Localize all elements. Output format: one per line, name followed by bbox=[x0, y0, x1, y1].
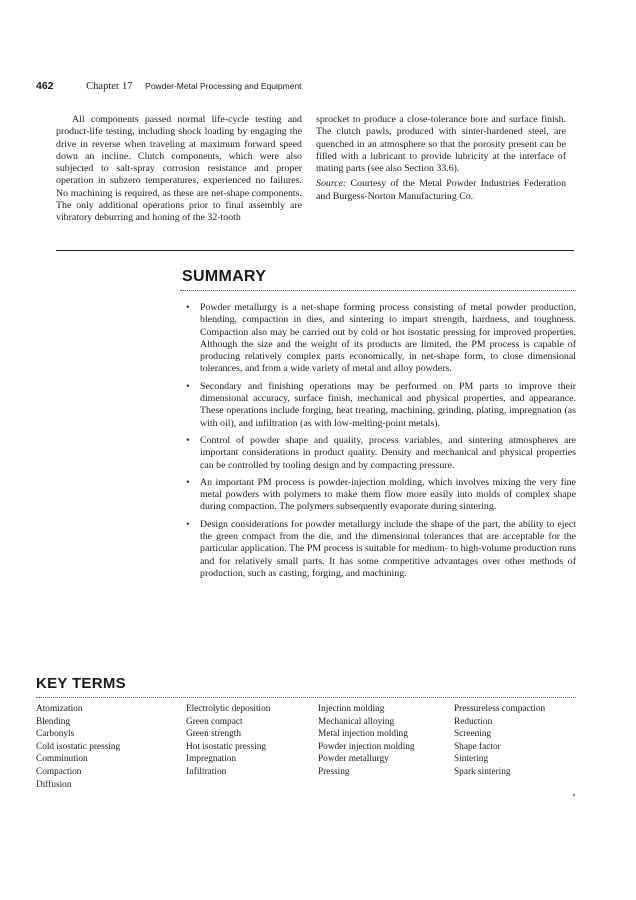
summary-rule bbox=[180, 290, 576, 291]
section-divider bbox=[56, 250, 574, 251]
key-term: Screening bbox=[454, 729, 492, 740]
stray-mark bbox=[573, 794, 575, 796]
bullet-icon: • bbox=[186, 302, 190, 313]
key-terms-column bbox=[186, 703, 318, 791]
key-terms-column bbox=[36, 703, 186, 791]
summary-item-text: Powder metallurgy is a net-shape forming process consisting of metal powder production, blending, compaction in dies, and sintering to impart strength, hardness, and toughness. Compaction also may be carried out by cold or hot isostatic pressing for improved properties. Although the size and the weight of its products are limited, the PM process is capable of producing relatively complex parts economically, in net-shape form, to close dimensional tolerances, and from a wide variety of metal and alloy powders. bbox=[200, 302, 576, 375]
key-terms-rule bbox=[36, 697, 576, 698]
summary-item-text: Design considerations for powder metallurgy include the shape of the part, the ability to eject the green compact from the die, and the dimensional tolerances that are acceptable for the particular application. The PM process is suitable for medium- to high-volume production runs and for relatively small parts. It has some competitive advantages over other methods of production, such as casting, forging, and machining. bbox=[200, 518, 576, 579]
key-term: Powder metallurgy bbox=[318, 754, 389, 765]
key-term: Pressureless compaction bbox=[454, 704, 546, 714]
bullet-icon: • bbox=[186, 518, 190, 530]
key-term: Diffusion bbox=[36, 779, 72, 790]
summary-list bbox=[178, 302, 576, 585]
key-term: Infiltration bbox=[186, 766, 227, 777]
page-number: 462 bbox=[36, 80, 54, 92]
summary-item-text: An important PM process is powder-injection molding, which involves mixing the very fine metal powders with polymers to make them flow more easily into molds of complex shape during compaction. The polymers subsequently evaporate during sintering. bbox=[200, 476, 576, 513]
key-term: Injection molding bbox=[318, 704, 385, 714]
key-term: Shape factor bbox=[454, 741, 501, 752]
key-term: Hot isostatic pressing bbox=[186, 741, 267, 752]
key-term: Mechanical alloying bbox=[318, 716, 395, 727]
key-term: Powder injection molding bbox=[318, 741, 415, 752]
key-term: Impregnation bbox=[186, 754, 237, 765]
summary-item-text: Secondary and finishing operations may be performed on PM parts to improve their dimensional accuracy, surface finish, mechanical and physical properties, and appearance. These operations include forging, heat treating, machining, grinding, plating, impregnation (as with oil), and infiltration (as with low-melting-point metals). bbox=[200, 380, 576, 429]
key-term: Compaction bbox=[36, 766, 82, 777]
chapter-title: Powder-Metal Processing and Equipment bbox=[145, 81, 302, 91]
key-term: Metal injection molding bbox=[318, 729, 408, 740]
key-term: Pressing bbox=[318, 766, 350, 777]
summary-item-text: Control of powder shape and quality, process variables, and sintering atmospheres are important considerations in product quality. Density and mechanical and physical properties can be controlled by tooling design and by compacting pressure. bbox=[200, 434, 576, 471]
summary-item bbox=[178, 302, 576, 376]
key-terms-column bbox=[318, 703, 454, 791]
key-term: Green compact bbox=[186, 716, 243, 727]
key-terms-heading: KEY TERMS bbox=[36, 675, 126, 692]
body-left-column bbox=[56, 114, 302, 225]
summary-item bbox=[178, 477, 576, 514]
bullet-icon: • bbox=[186, 476, 190, 488]
key-terms-table bbox=[36, 703, 576, 791]
key-term: Electrolytic deposition bbox=[186, 704, 271, 714]
key-term: Atomization bbox=[36, 704, 83, 714]
page-header bbox=[36, 78, 596, 94]
key-term: Green strength bbox=[186, 729, 241, 740]
body-right-column bbox=[316, 114, 566, 203]
body-paragraph-right: sprocket to produce a close-tolerance bore and surface finish. The clutch pawls, produced with sinter-hardened steel, are quenched in an atmosphere so that the porosity present can be filled with a lubricant to provide lubricity at the interface of mating parts (see also Section 33.6). bbox=[316, 114, 566, 175]
key-term: Carbonyls bbox=[36, 729, 75, 740]
summary-item bbox=[178, 435, 576, 472]
key-term: Sintering bbox=[454, 754, 489, 765]
key-term: Spark sintering bbox=[454, 766, 511, 777]
source-text: Courtesy of the Metal Powder Industries Federation and Burgess-Norton Manufacturing Co. bbox=[316, 178, 567, 202]
summary-item bbox=[178, 519, 576, 580]
source-note bbox=[316, 178, 566, 203]
body-paragraph-left: All components passed normal life-cycle testing and product-life testing, including shock loading by engaging the drive in reverse when traveling at maximum forward speed down an incline. Clutch components, which were also subjected to salt-spray corrosion resistance and proper operation in subzero temperatures, experienced no failures. No machining is required, as these are net-shape components. The only additional operations prior to final assembly are vibratory deburring and honing of the 32-tooth bbox=[56, 114, 302, 224]
key-term: Blending bbox=[36, 716, 71, 727]
bullet-icon: • bbox=[186, 380, 190, 392]
key-terms-column bbox=[454, 703, 576, 791]
key-term: Comminution bbox=[36, 754, 88, 765]
key-term: Reduction bbox=[454, 716, 493, 727]
summary-heading: SUMMARY bbox=[182, 268, 267, 285]
source-label: Source: bbox=[316, 178, 347, 190]
summary-item bbox=[178, 381, 576, 430]
key-term: Cold isostatic pressing bbox=[36, 741, 121, 752]
chapter-label: Chapter 17 bbox=[86, 81, 133, 92]
bullet-icon: • bbox=[186, 434, 190, 446]
